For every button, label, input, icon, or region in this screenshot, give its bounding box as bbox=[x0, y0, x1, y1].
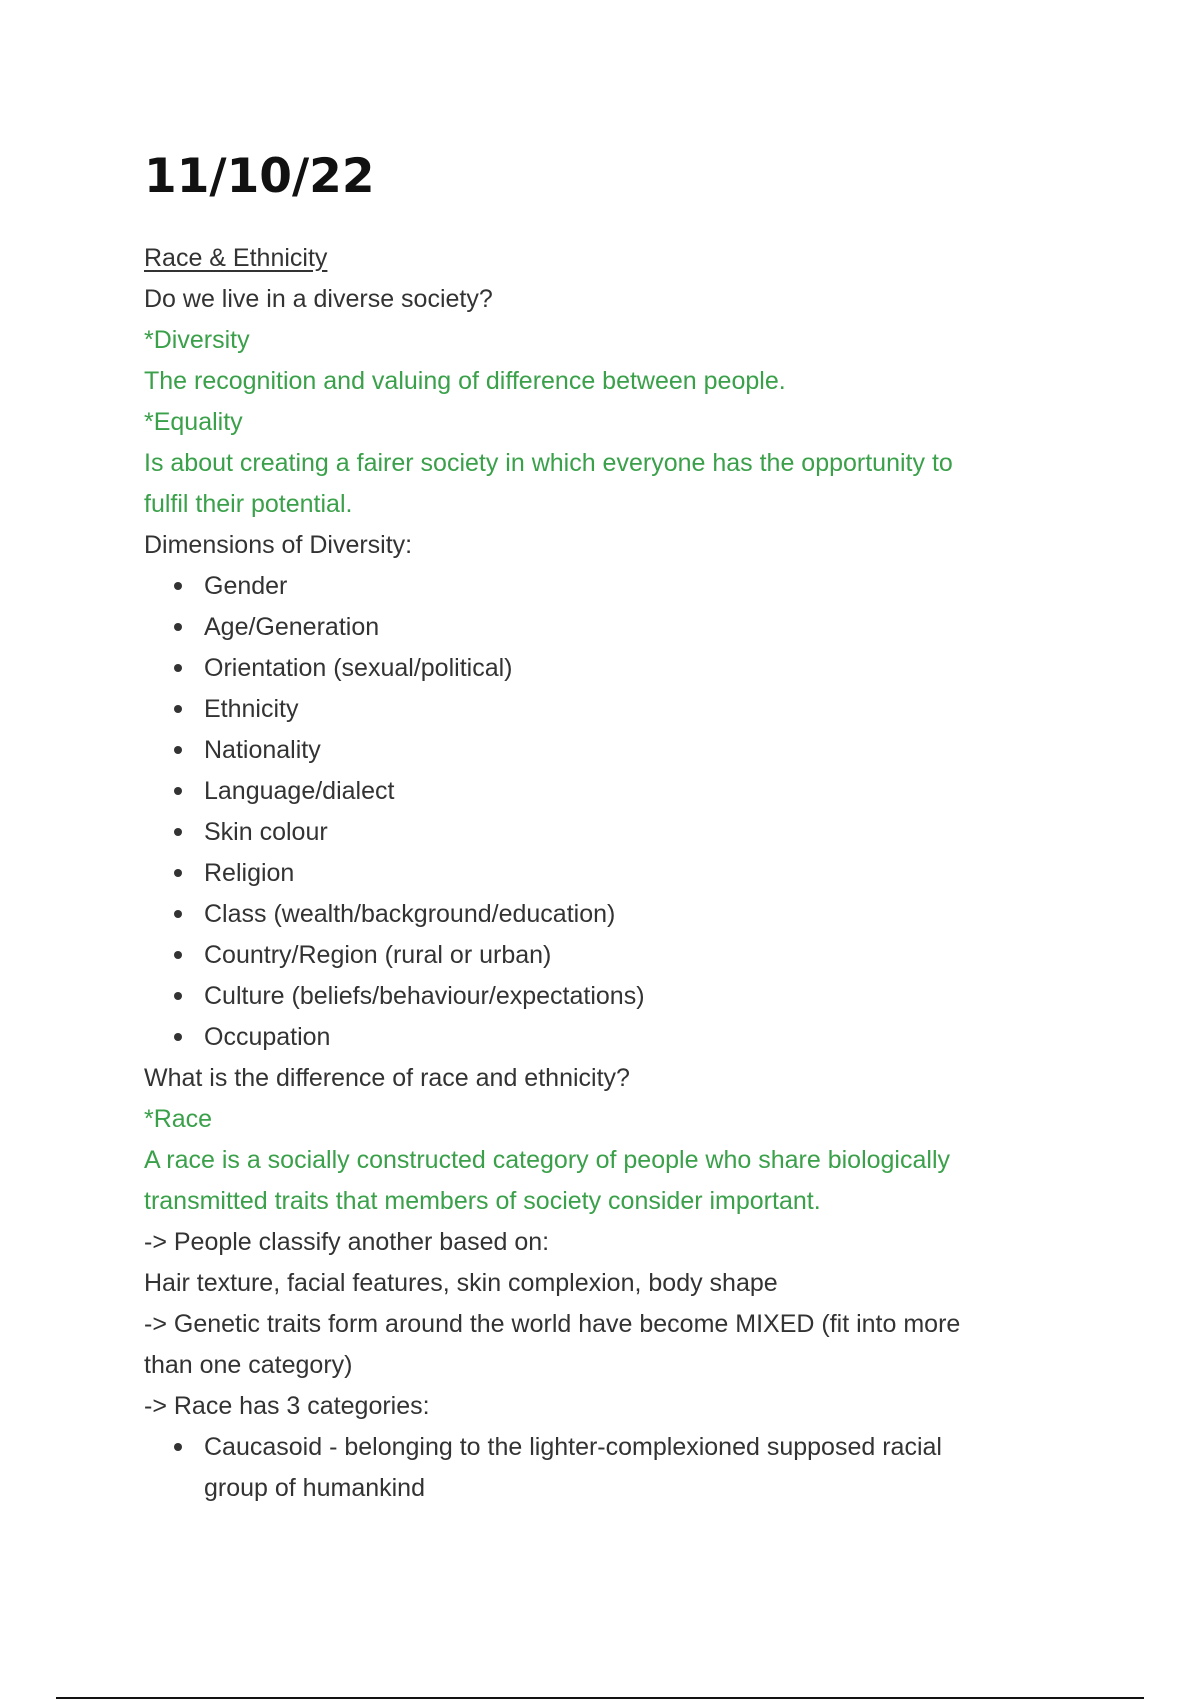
bullet-icon bbox=[174, 623, 182, 631]
page-title: 11/10/22 bbox=[144, 149, 375, 204]
bullet-icon bbox=[174, 951, 182, 959]
bullet-icon bbox=[174, 664, 182, 672]
list-item: Religion bbox=[174, 853, 1044, 894]
list-item: Culture (beliefs/behaviour/expectations) bbox=[174, 976, 1044, 1017]
term-equality: *Equality bbox=[144, 408, 243, 436]
caucasoid-line-2: group of humankind bbox=[204, 1474, 425, 1502]
dimensions-heading: Dimensions of Diversity: bbox=[144, 531, 413, 559]
definition-equality-line-2: fulfil their potential. bbox=[144, 490, 353, 518]
bullet-icon bbox=[174, 992, 182, 1000]
bullet-icon bbox=[174, 910, 182, 918]
bullet-icon bbox=[174, 828, 182, 836]
bullet-icon bbox=[174, 705, 182, 713]
features-line: Hair texture, facial features, skin complexion, body shape bbox=[144, 1269, 778, 1297]
list-item: Orientation (sexual/political) bbox=[174, 648, 1044, 689]
list-item: Occupation bbox=[174, 1017, 1044, 1058]
question-race-ethnicity: What is the difference of race and ethnicity? bbox=[144, 1064, 630, 1092]
list-item: Ethnicity bbox=[174, 689, 1044, 730]
genetic-line-1: -> Genetic traits form around the world have become MIXED (fit into more bbox=[144, 1310, 961, 1338]
bullet-icon bbox=[174, 869, 182, 877]
genetic-line-2: than one category) bbox=[144, 1351, 353, 1379]
bullet-icon bbox=[174, 746, 182, 754]
section-heading: Race & Ethnicity bbox=[144, 244, 328, 272]
note-page bbox=[144, 150, 1044, 1509]
list-item: Country/Region (rural or urban) bbox=[174, 935, 1044, 976]
race-categories-list bbox=[144, 1427, 1044, 1509]
definition-diversity: The recognition and valuing of difference between people. bbox=[144, 367, 786, 395]
list-item: Class (wealth/background/education) bbox=[174, 894, 1044, 935]
bullet-icon bbox=[174, 787, 182, 795]
list-item: Language/dialect bbox=[174, 771, 1044, 812]
bullet-icon bbox=[174, 1033, 182, 1041]
list-item: Nationality bbox=[174, 730, 1044, 771]
list-item: Gender bbox=[174, 566, 1044, 607]
categories-line: -> Race has 3 categories: bbox=[144, 1392, 430, 1420]
bullet-icon bbox=[174, 582, 182, 590]
page-divider bbox=[56, 1697, 1144, 1699]
definition-race-line-1: A race is a socially constructed category of people who share biologically bbox=[144, 1146, 950, 1174]
list-item: Age/Generation bbox=[174, 607, 1044, 648]
classify-line: -> People classify another based on: bbox=[144, 1228, 550, 1256]
definition-equality-line-1: Is about creating a fairer society in which everyone has the opportunity to bbox=[144, 449, 953, 477]
term-race: *Race bbox=[144, 1105, 213, 1133]
list-item: Skin colour bbox=[174, 812, 1044, 853]
question-diverse-society: Do we live in a diverse society? bbox=[144, 285, 493, 313]
bullet-icon bbox=[174, 1443, 182, 1451]
caucasoid-line-1: Caucasoid - belonging to the lighter-complexioned supposed racial bbox=[204, 1433, 942, 1461]
definition-race-line-2: transmitted traits that members of society consider important. bbox=[144, 1187, 821, 1215]
list-item bbox=[174, 1427, 1044, 1509]
dimensions-list bbox=[144, 566, 1044, 1058]
term-diversity: *Diversity bbox=[144, 326, 250, 354]
